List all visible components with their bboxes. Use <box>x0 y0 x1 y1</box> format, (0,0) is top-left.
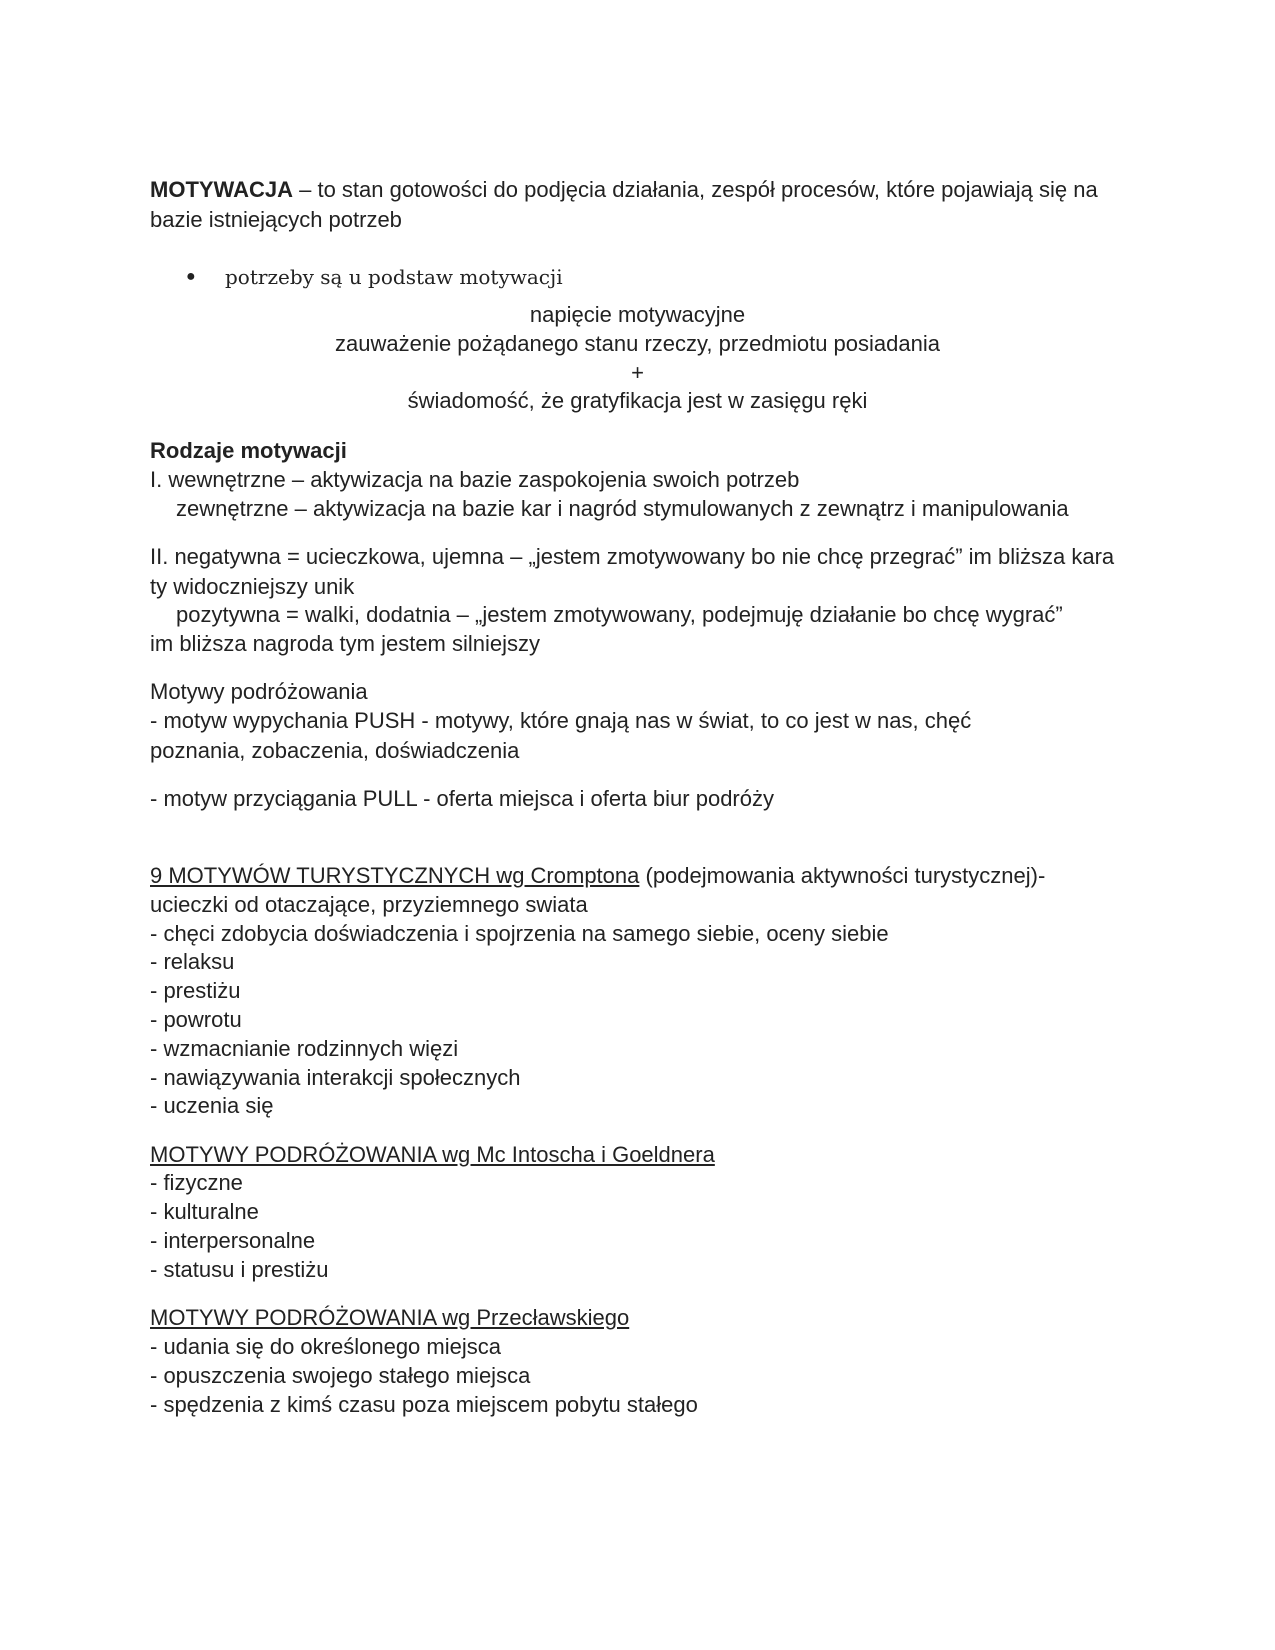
crompton-heading-rest: (podejmowania aktywności turystycznej)- <box>639 863 1046 888</box>
list-item: - opuszczenia swojego stałego miejsca <box>150 1363 531 1388</box>
list-item: - udania się do określonego miejsca <box>150 1334 501 1359</box>
mcintosh-heading: MOTYWY PODRÓŻOWANIA wg Mc Intoscha i Goeldnera <box>150 1142 715 1167</box>
formula-line1: napięcie motywacyjne <box>529 302 746 327</box>
list-item: - fizyczne <box>150 1170 243 1195</box>
types-ii-para2-line2: im bliższa nagroda tym jestem silniejszy <box>150 631 541 656</box>
list-item: - wzmacnianie rodzinnych więzi <box>150 1036 459 1061</box>
intro-definition: – to stan gotowości do podjęcia działania, zespół procesów, które pojawiają się na bazie istniejących potrzeb <box>150 177 1098 232</box>
formula-line3: świadomość, że gratyfikacja jest w zasięgu ręki <box>407 388 868 413</box>
list-item: - powrotu <box>150 1007 242 1032</box>
travel-heading: Motywy podróżowania <box>150 679 368 704</box>
intro-term: MOTYWACJA <box>150 177 293 202</box>
types-i-line1: I. wewnętrzne – aktywizacja na bazie zaspokojenia swoich potrzeb <box>150 467 800 492</box>
crompton-heading: 9 MOTYWÓW TURYSTYCZNYCH wg Cromptona <box>150 863 640 888</box>
list-item: - prestiżu <box>150 978 241 1003</box>
bullet-icon: ● <box>186 268 196 285</box>
travel-pull: - motyw przyciągania PULL - oferta miejsca i oferta biur podróży <box>150 786 774 811</box>
types-ii-para2-line1: pozytywna = walki, dodatnia – „jestem zmotywowany, podejmuję działanie bo chcę wygrać” <box>176 602 1063 627</box>
types-i-line2: zewnętrzne – aktywizacja na bazie kar i nagród stymulowanych z zewnątrz i manipulowania <box>176 496 1069 521</box>
list-item: - nawiązywania interakcji społecznych <box>150 1065 521 1090</box>
list-item: - uczenia się <box>150 1093 274 1118</box>
list-item: - statusu i prestiżu <box>150 1257 329 1282</box>
types-ii-para1: II. negatywna = ucieczkowa, ujemna – „jestem zmotywowany bo nie chcę przegrać” im bliższa kara ty widoczniejszy unik <box>150 544 1115 599</box>
formula-line2: zauważenie pożądanego stanu rzeczy, przedmiotu posiadania <box>335 331 940 356</box>
intro-paragraph <box>150 175 1130 235</box>
types-heading: Rodzaje motywacji <box>150 438 347 463</box>
crompton-heading-line <box>150 861 1130 891</box>
przeclawski-heading: MOTYWY PODRÓŻOWANIA wg Przecławskiego <box>150 1305 630 1330</box>
bullet-item: potrzeby są u podstaw motywacji <box>225 265 563 289</box>
list-item: ucieczki od otaczające, przyziemnego swiata <box>150 892 588 917</box>
list-item: - kulturalne <box>150 1199 259 1224</box>
list-item: - relaksu <box>150 949 235 974</box>
list-item: - spędzenia z kimś czasu poza miejscem pobytu stałego <box>150 1392 698 1417</box>
list-item: - chęci zdobycia doświadczenia i spojrzenia na samego siebie, oceny siebie <box>150 921 889 946</box>
formula-plus: + <box>631 360 644 385</box>
list-item: - interpersonalne <box>150 1228 316 1253</box>
travel-push: - motyw wypychania PUSH - motywy, które gnają nas w świat, to co jest w nas, chęć poznania, zobaczenia, doświadczenia <box>150 708 972 763</box>
